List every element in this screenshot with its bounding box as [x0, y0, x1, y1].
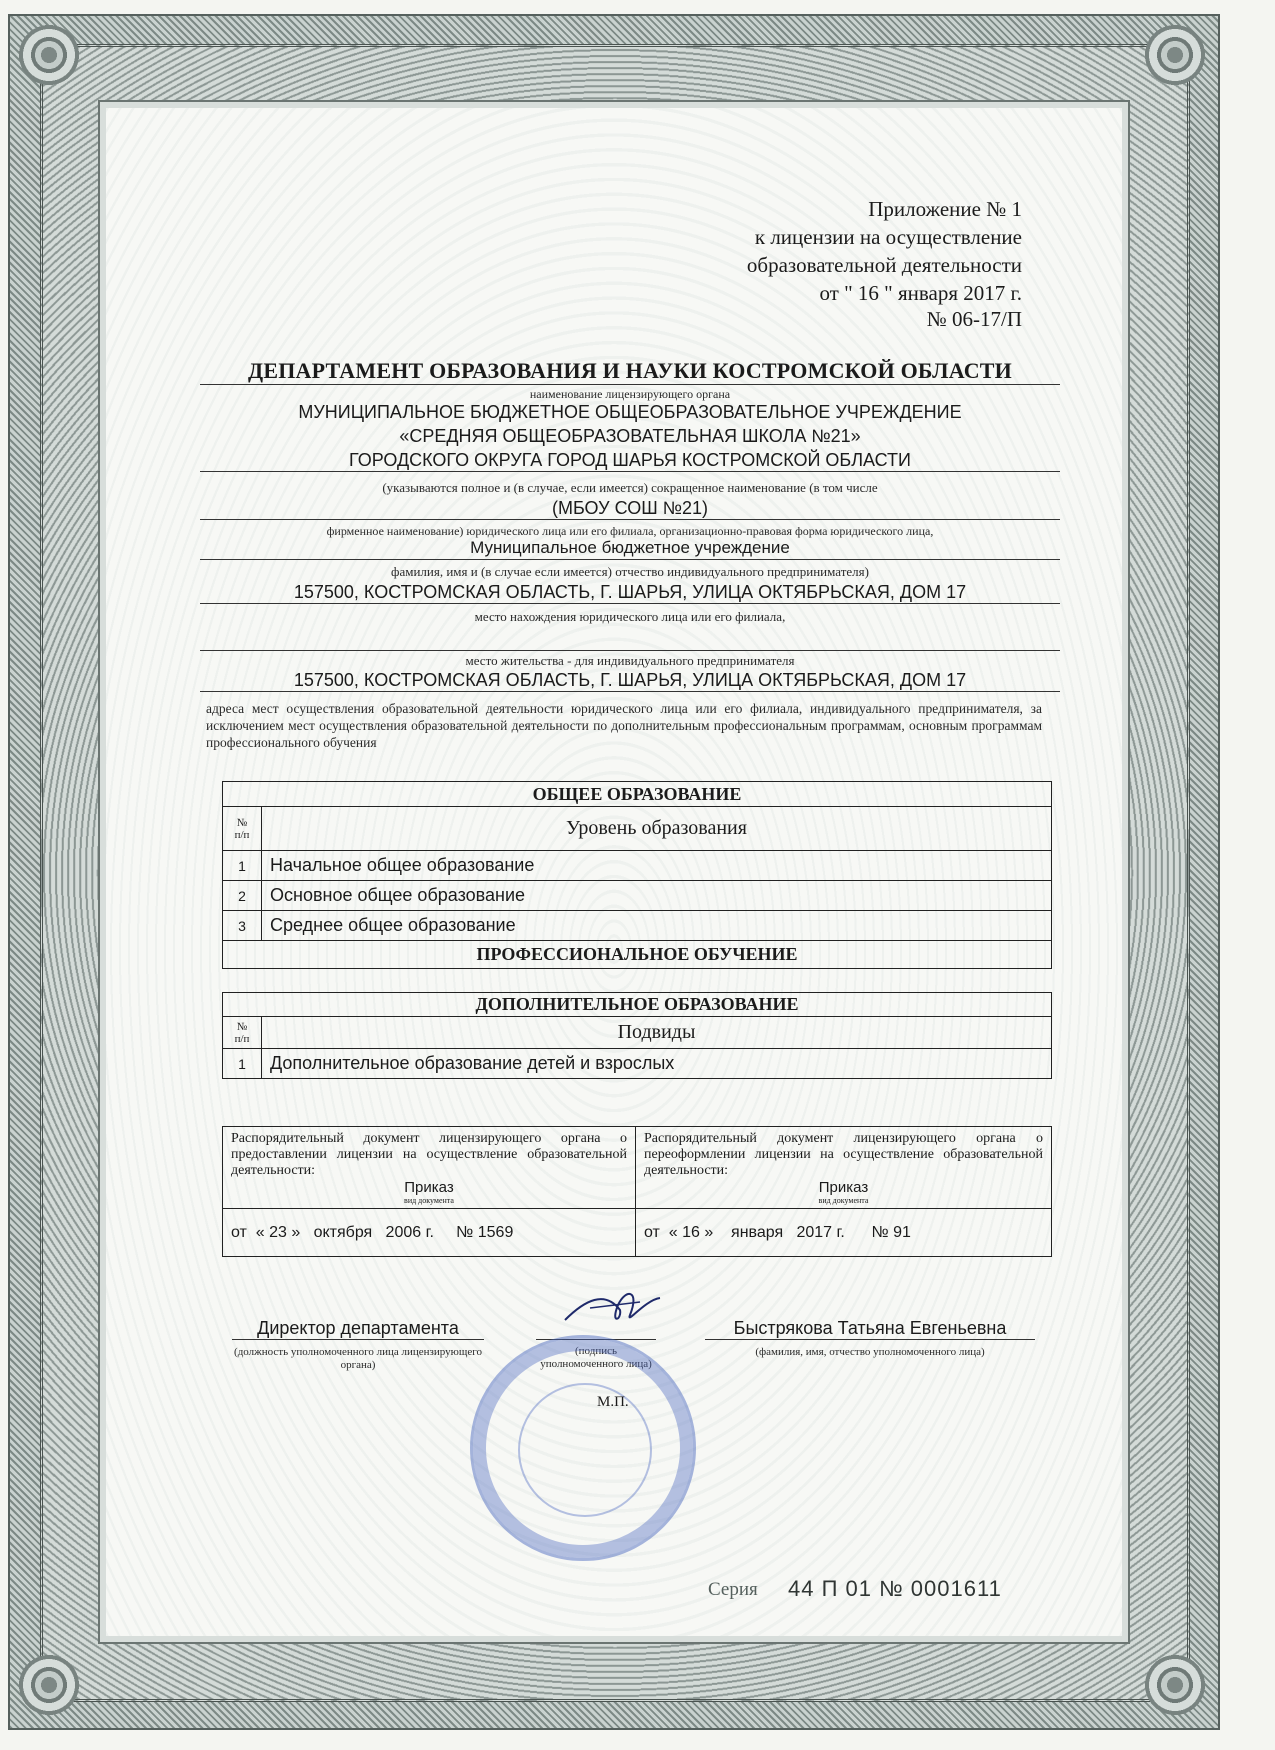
- organization-address: 157500, КОСТРОМСКАЯ ОБЛАСТЬ, Г. ШАРЬЯ, УЛИЦА ОКТЯБРЬСКАЯ, ДОМ 17: [200, 581, 1060, 604]
- education-level-primary: Начальное общее образование: [262, 851, 1052, 881]
- column-level-header: Уровень образования: [262, 807, 1052, 851]
- signatory-name-caption: (фамилия, имя, отчество уполномоченного лица): [755, 1346, 985, 1358]
- column-subtypes-header: Подвиды: [262, 1017, 1052, 1049]
- education-level-basic: Основное общее образование: [262, 881, 1052, 911]
- additional-education-title: ДОПОЛНИТЕЛЬНОЕ ОБРАЗОВАНИЕ: [223, 993, 1052, 1017]
- handwritten-signature-icon: [560, 1280, 670, 1340]
- organization-short-name: (МБОУ СОШ №21): [200, 497, 1060, 520]
- general-education-title: ОБЩЕЕ ОБРАЗОВАНИЕ: [223, 782, 1052, 807]
- corner-ornament-icon: [1140, 1650, 1210, 1720]
- empty-residence-line: [200, 630, 1060, 651]
- row-number: 3: [223, 911, 262, 941]
- activity-address-caption: адреса мест осуществления образовательной деятельности юридического лица или его филиала, индивидуального предпринимателя, за исключением мест осуществления образовательной деятельности по дополнительным профессиональным программам, основным программам профессионального обучения: [206, 701, 1042, 750]
- column-number-header: № п/п: [223, 1017, 262, 1049]
- appendix-number: Приложение № 1: [868, 197, 1022, 221]
- additional-education-table: [222, 992, 1052, 1079]
- official-seal-icon: [470, 1335, 696, 1561]
- order-reissue-type: Приказ: [818, 1179, 869, 1196]
- order-grant-date-number: от « 23 » октября 2006 г. № 1569: [223, 1209, 636, 1257]
- appendix-line-2: к лицензии на осуществление: [754, 225, 1022, 249]
- organization-legal-form: Муниципальное бюджетное учреждение: [200, 537, 1060, 560]
- general-education-table: [222, 781, 1052, 969]
- order-reissue-date-number: от « 16 » января 2017 г. № 91: [636, 1209, 1052, 1257]
- column-number-header: № п/п: [223, 807, 262, 851]
- organization-caption-5: место жительства - для индивидуального предпринимателя: [465, 653, 795, 668]
- corner-ornament-icon: [14, 1650, 84, 1720]
- signatory-position-caption: (должность уполномоченного лица лицензирующего органа): [234, 1346, 482, 1371]
- additional-education-subtype: Дополнительное образование детей и взрослых: [262, 1049, 1052, 1079]
- serial-number: 44 П 01 № 0001611: [788, 1576, 1002, 1601]
- corner-ornament-icon: [1140, 20, 1210, 90]
- appendix-date: от " 16 " января 2017 г.: [819, 281, 1022, 305]
- licensing-authority-caption: наименование лицензирующего органа: [529, 387, 731, 401]
- organization-caption-3: фамилия, имя и (в случае если имеется) отчество индивидуального предпринимателя): [391, 564, 869, 579]
- order-reissue-type-caption: вид документа: [818, 1196, 869, 1205]
- appendix-line-3: образовательной деятельности: [746, 253, 1022, 277]
- organization-caption-2: фирменное наименование) юридического лица или его филиала, организационно-правовая форма юридического лица,: [326, 524, 934, 538]
- order-reissue-description: Распорядительный документ лицензирующего органа о переоформлении лицензии на осуществление образовательной деятельности:: [644, 1131, 1043, 1178]
- order-grant-type: Приказ: [404, 1179, 454, 1196]
- order-grant-type-caption: вид документа: [404, 1196, 454, 1205]
- appendix-license-number: № 06-17/П: [926, 307, 1022, 331]
- signature-caption: (подпись уполномоченного лица): [540, 1345, 652, 1370]
- professional-training-title: ПРОФЕССИОНАЛЬНОЕ ОБУЧЕНИЕ: [223, 941, 1052, 969]
- licensing-authority-name: ДЕПАРТАМЕНТ ОБРАЗОВАНИЯ И НАУКИ КОСТРОМСКОЙ ОБЛАСТИ: [200, 358, 1060, 385]
- organization-name-line-3: ГОРОДСКОГО ОКРУГА ГОРОД ШАРЬЯ КОСТРОМСКОЙ ОБЛАСТИ: [200, 449, 1060, 472]
- activity-address: 157500, КОСТРОМСКАЯ ОБЛАСТЬ, Г. ШАРЬЯ, УЛИЦА ОКТЯБРЬСКАЯ, ДОМ 17: [200, 669, 1060, 692]
- serial-label: Серия: [708, 1579, 758, 1600]
- corner-ornament-icon: [14, 20, 84, 90]
- organization-name-line-2: «СРЕДНЯЯ ОБЩЕОБРАЗОВАТЕЛЬНАЯ ШКОЛА №21»: [399, 426, 861, 446]
- orders-table: [222, 1126, 1052, 1257]
- row-number: 2: [223, 881, 262, 911]
- row-number: 1: [223, 851, 262, 881]
- row-number: 1: [223, 1049, 262, 1079]
- organization-caption-4: место нахождения юридического лица или его филиала,: [474, 609, 786, 624]
- signatory-position: Директор департамента: [232, 1317, 484, 1340]
- order-grant-description: Распорядительный документ лицензирующего органа о предоставлении лицензии на осуществление образовательной деятельности:: [231, 1131, 627, 1178]
- stamp-place: М.П.: [597, 1394, 629, 1410]
- organization-name-line-1: МУНИЦИПАЛЬНОЕ БЮДЖЕТНОЕ ОБЩЕОБРАЗОВАТЕЛЬНОЕ УЧРЕЖДЕНИЕ: [298, 402, 962, 422]
- education-level-secondary: Среднее общее образование: [262, 911, 1052, 941]
- organization-caption-1: (указываются полное и (в случае, если имеется) сокращенное наименование (в том числе: [382, 480, 878, 495]
- seal-emblem-icon: [518, 1383, 652, 1517]
- signatory-name: Быстрякова Татьяна Евгеньевна: [705, 1317, 1035, 1340]
